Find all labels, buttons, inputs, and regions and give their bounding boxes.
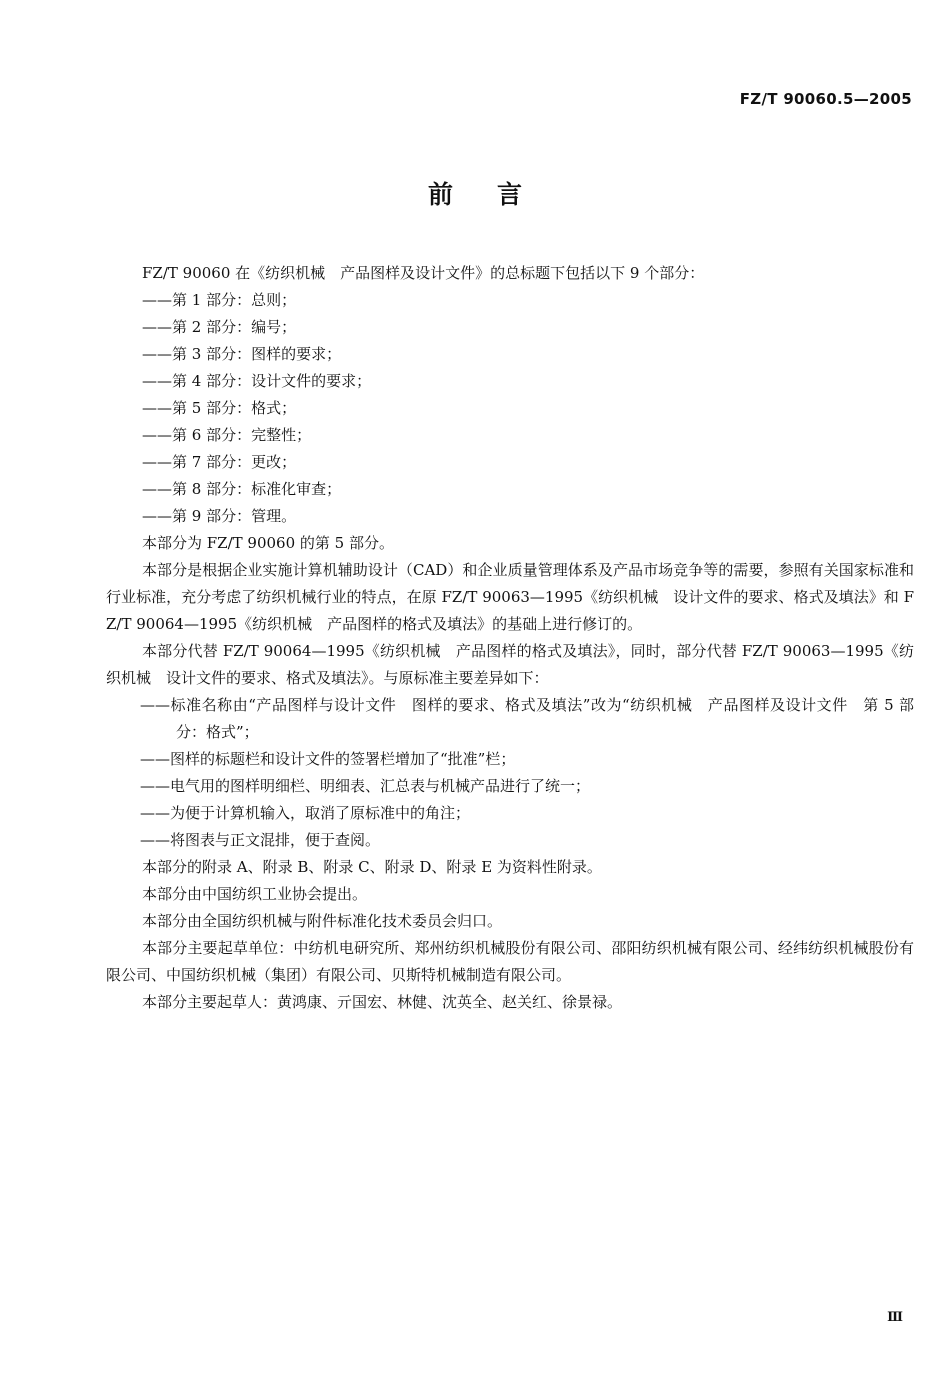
differences-list bbox=[106, 692, 914, 854]
list-item: ——第 3 部分：图样的要求； bbox=[142, 345, 342, 363]
list-item: ——第 6 部分：完整性； bbox=[142, 426, 312, 444]
list-item: ——第 4 部分：设计文件的要求； bbox=[142, 372, 372, 390]
list-item: ——第 1 部分：总则； bbox=[142, 291, 297, 309]
drafting-units-paragraph: 本部分主要起草单位：中纺机电研究所、郑州纺织机械股份有限公司、邵阳纺织机械有限公司、经纬纺织机械股份有限公司、中国纺织机械（集团）有限公司、贝斯特机械制造有限公司。 bbox=[106, 939, 914, 984]
page-title: 前言 bbox=[427, 180, 566, 209]
document-body bbox=[106, 260, 914, 1016]
list-item: ——第 2 部分：编号； bbox=[142, 318, 297, 336]
drafters-paragraph: 本部分主要起草人：黄鸿康、亓国宏、林健、沈英全、赵关红、徐景禄。 bbox=[142, 993, 623, 1011]
intro-paragraph: FZ/T 90060 在《纺织机械 产品图样及设计文件》的总标题下包括以下 9 个部分： bbox=[142, 264, 705, 282]
list-item: ——第 9 部分：管理。 bbox=[142, 507, 297, 525]
list-item: ——第 5 部分：格式； bbox=[142, 399, 297, 417]
list-item: ——将图表与正文混排，便于查阅。 bbox=[140, 831, 381, 849]
appendices-paragraph: 本部分的附录 A、附录 B、附录 C、附录 D、附录 E 为资料性附录。 bbox=[142, 858, 602, 876]
list-item: ——图样的标题栏和设计文件的签署栏增加了“批准”栏； bbox=[140, 750, 516, 768]
list-item: ——第 7 部分：更改； bbox=[142, 453, 297, 471]
list-item: ——为便于计算机输入，取消了原标准中的角注； bbox=[140, 804, 471, 822]
standard-code: FZ/T 90060.5—2005 bbox=[739, 90, 912, 108]
list-item: ——第 8 部分：标准化审查； bbox=[142, 480, 342, 498]
page-number: Ⅲ bbox=[887, 1310, 902, 1325]
parts-list bbox=[106, 287, 914, 530]
list-item: ——标准名称由“产品图样与设计文件 图样的要求、格式及填法”改为“纺织机械 产品图样及设计文件 第 5 部分：格式”； bbox=[140, 696, 914, 741]
list-item: ——电气用的图样明细栏、明细表、汇总表与机械产品进行了统一； bbox=[140, 777, 591, 795]
proposed-by-paragraph: 本部分由中国纺织工业协会提出。 bbox=[142, 885, 368, 903]
this-part-paragraph: 本部分为 FZ/T 90060 的第 5 部分。 bbox=[142, 534, 394, 552]
managed-by-paragraph: 本部分由全国纺织机械与附件标准化技术委员会归口。 bbox=[142, 912, 503, 930]
basis-paragraph: 本部分是根据企业实施计算机辅助设计（CAD）和企业质量管理体系及产品市场竞争等的需要，参照有关国家标准和行业标准，充分考虑了纺织机械行业的特点，在原 FZ/T 90063—1995《纺织机械 设计文件的要求、格式及填法》和 FZ/T 90064—1995《纺织机械 产品图样的格式及填法》的基础上进行修订的。 bbox=[106, 561, 914, 633]
replaces-paragraph: 本部分代替 FZ/T 90064—1995《纺织机械 产品图样的格式及填法》，同时，部分代替 FZ/T 90063—1995《纺织机械 设计文件的要求、格式及填法》。与原标准主要差异如下： bbox=[106, 642, 914, 687]
